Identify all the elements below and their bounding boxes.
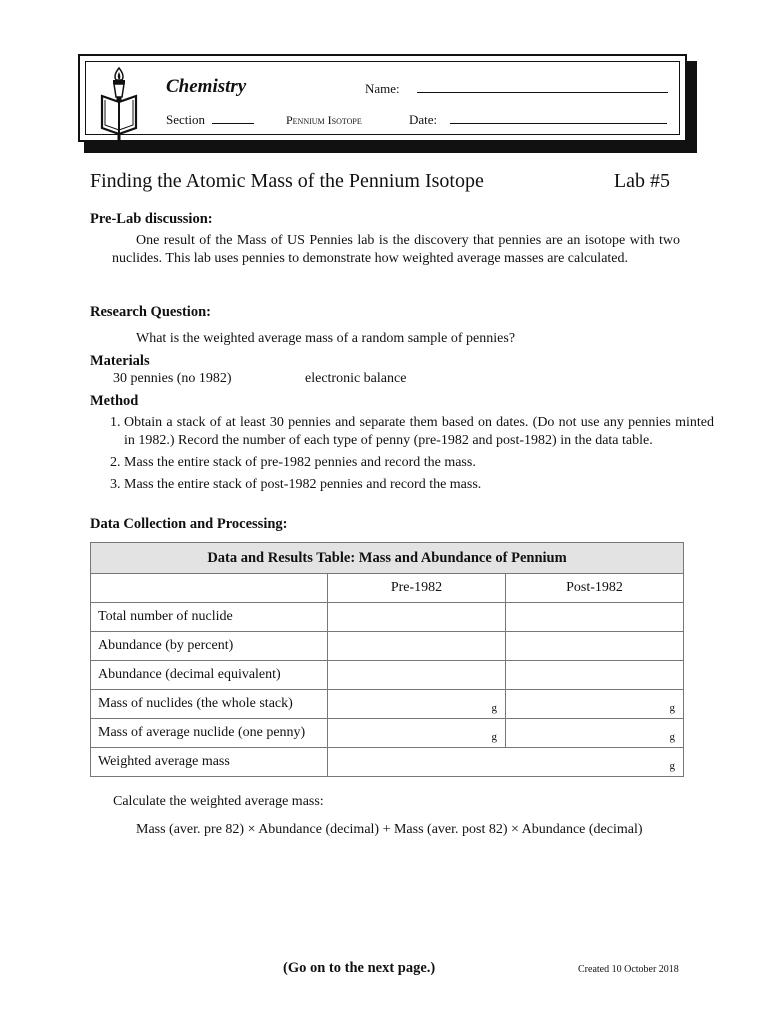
row-label: Weighted average mass [91,748,328,777]
table-row [91,661,684,690]
prelab-text: One result of the Mass of US Pennies lab is the discovery that pennies are an isotope with two nuclides. This lab uses pennies to demonstrate how weighted average masses are calculated. [112,233,680,266]
table-corner-cell [91,574,328,603]
pre1982-cell[interactable] [327,661,505,690]
table-row [91,748,684,777]
pre1982-cell[interactable]: g [327,690,505,719]
research-heading: Research Question: [90,304,211,320]
post1982-cell[interactable] [505,603,683,632]
row-label: Total number of nuclide [91,603,328,632]
method-step: 1. Obtain a stack of at least 30 pennies and separate them based on dates. (Do not use any pennies minted in 1982.) Record the number of each type of penny (pre-1982 and post-1982) in the data table. [124,414,714,450]
name-blank[interactable] [417,81,668,93]
page-title: Finding the Atomic Mass of the Pennium Isotope [90,170,484,192]
lab-number: Lab #5 [613,170,670,192]
row-label: Mass of nuclides (the whole stack) [91,690,328,719]
weighted-average-cell[interactable]: g [327,748,683,777]
pre1982-cell[interactable]: g [327,719,505,748]
column-header-pre1982: Pre-1982 [327,574,505,603]
next-page-note: (Go on to the next page.) [283,960,436,976]
method-heading: Method [90,393,139,409]
column-header-post1982: Post-1982 [505,574,683,603]
section-blank[interactable] [212,112,254,124]
data-heading: Data Collection and Processing: [90,516,288,532]
material-item: electronic balance [305,371,407,386]
lab-tag: Pennium Isotope [286,113,362,127]
post1982-cell[interactable]: g [505,719,683,748]
method-step: 3. Mass the entire stack of post-1982 pennies and record the mass. [124,476,714,494]
row-label: Mass of average nuclide (one penny) [91,719,328,748]
method-step: 2. Mass the entire stack of pre-1982 pennies and record the mass. [124,454,714,472]
table-header-row [91,574,684,603]
post1982-cell[interactable] [505,661,683,690]
header-inner-border [85,61,680,135]
post1982-cell[interactable]: g [505,690,683,719]
results-table [90,542,684,777]
table-row [91,690,684,719]
table-row [91,603,684,632]
header-box [78,54,687,142]
name-label: Name: [365,81,400,96]
table-caption-row [91,543,684,574]
course-title: Chemistry [166,76,247,97]
method-steps [90,414,714,498]
calc-formula: Mass (aver. pre 82) × Abundance (decimal) + Mass (aver. post 82) × Abundance (decimal) [136,822,643,837]
date-label: Date: [409,112,438,127]
row-label: Abundance (by percent) [91,632,328,661]
pre1982-cell[interactable] [327,632,505,661]
row-label: Abundance (decimal equivalent) [91,661,328,690]
page-title-row [90,170,670,193]
research-question: What is the weighted average mass of a random sample of pennies? [136,331,516,346]
material-item: 30 pennies (no 1982) [113,371,232,386]
table-caption: Data and Results Table: Mass and Abundance of Pennium [91,543,684,574]
calc-prompt: Calculate the weighted average mass: [113,794,324,809]
pre1982-cell[interactable] [327,603,505,632]
post1982-cell[interactable] [505,632,683,661]
created-date: Created 10 October 2018 [578,964,679,975]
table-row [91,632,684,661]
table-row [91,719,684,748]
date-blank[interactable] [450,112,667,124]
torch-book-logo-icon [99,66,139,142]
prelab-heading: Pre-Lab discussion: [90,211,213,227]
materials-heading: Materials [90,353,150,369]
section-label: Section [166,112,205,127]
